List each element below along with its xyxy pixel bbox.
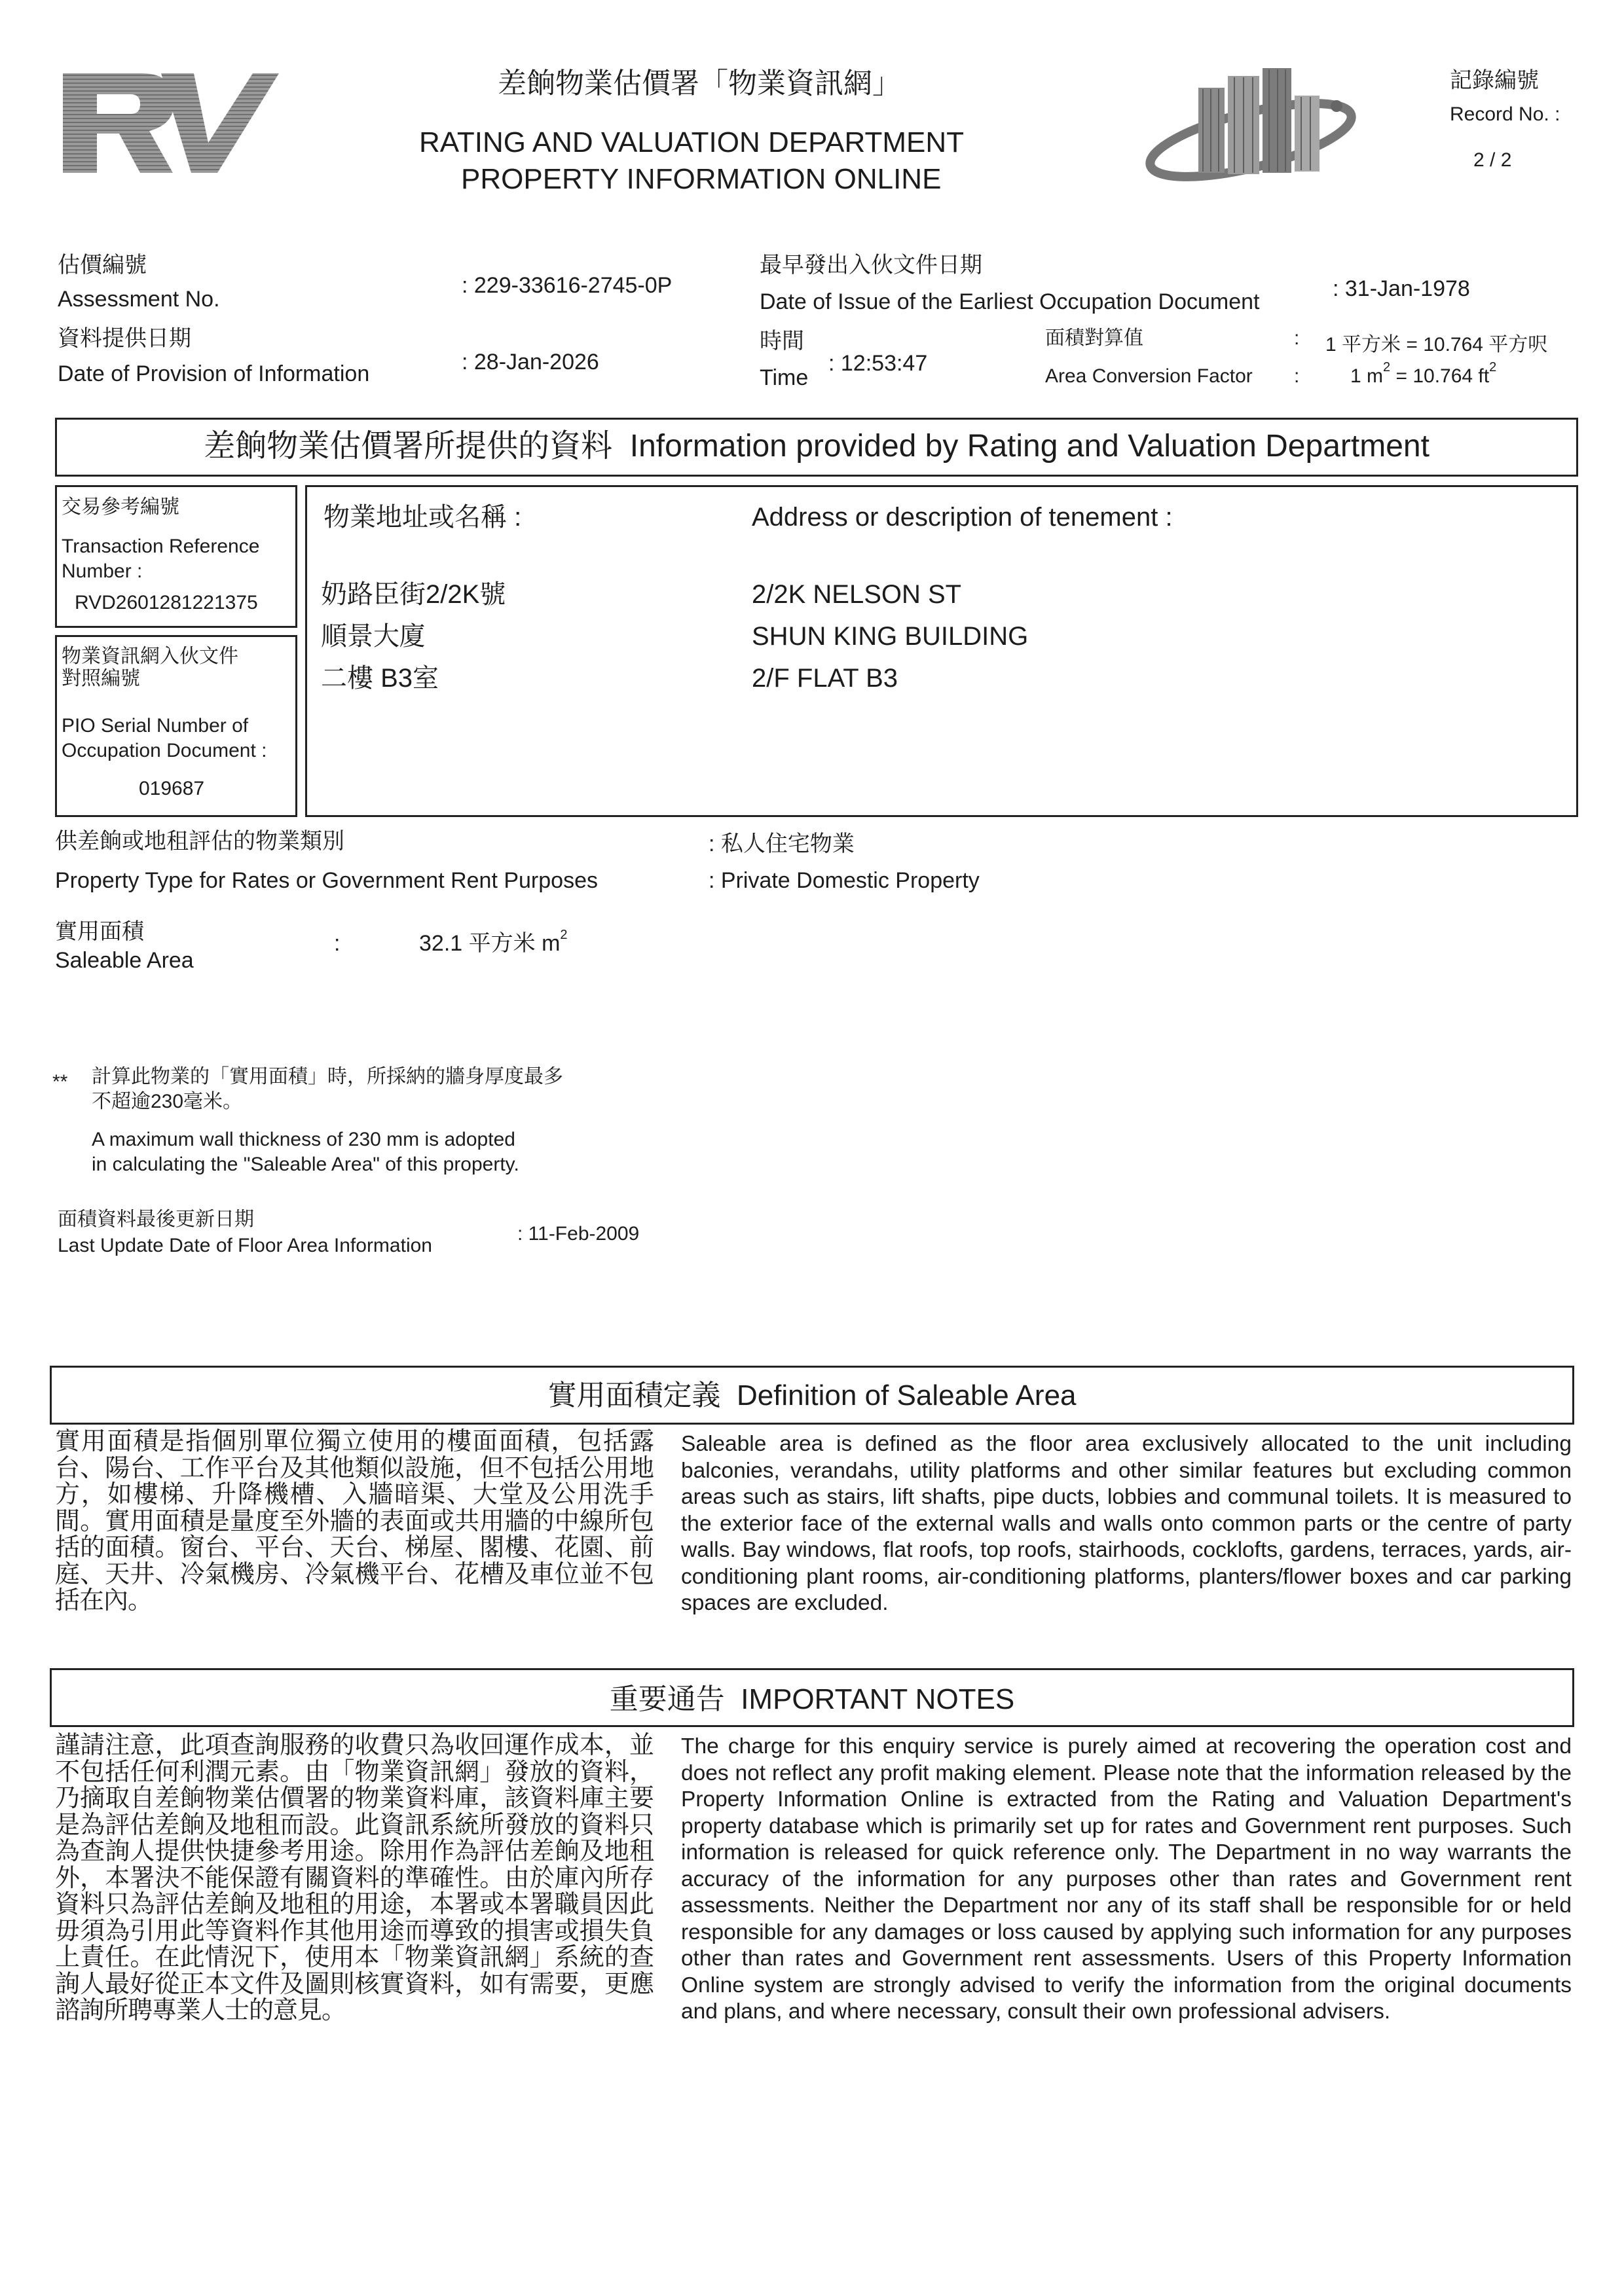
address-en-line3: 2/F FLAT B3	[752, 664, 898, 693]
time-value: : 12:53:47	[828, 351, 928, 376]
pio-value: 019687	[139, 778, 205, 799]
pio-building-logo	[1143, 63, 1359, 184]
record-label-zh: 記錄編號	[1450, 68, 1539, 93]
record-label-en: Record No. :	[1450, 103, 1560, 125]
conversion-colon-2: :	[1294, 365, 1300, 387]
rv-logo	[63, 71, 279, 175]
notes-body-en: The charge for this enquiry service is purely aimed at recovering the operation cost and does not reflect any profit making element. Please note that the information released by the Property Information Online is extracted from the Rating and Valuation Department's property database which is primarily set up for rates and Government rent purposes. Such information is released for quick reference only. The Department in no way warrants the accuracy of the information for any purposes other than rates and Government rent assessments. Neither the Department nor any of its staff shall be responsible for or held responsible for any damages or loss caused by applying such information for any purposes other than rates and Government rent assessments. Users of this Property Information Online system are strongly advised to verify the information from the original documents and plans, and where necessary, consult their own professional advisers.	[681, 1734, 1572, 2024]
address-en-line1: 2/2K NELSON ST	[752, 580, 962, 609]
conversion-line1: 1 平方米 = 10.764 平方呎	[1325, 334, 1548, 355]
title-en-line2: PROPERTY INFORMATION ONLINE	[461, 163, 942, 195]
info-header: 差餉物業估價署所提供的資料 Information provided by Rating and Valuation Department	[204, 429, 1430, 464]
notes-body-zh: 謹請注意，此項查詢服務的收費只為收回運作成本，並不包括任何利潤元素。由「物業資訊網」發放的資料，乃摘取自差餉物業估價署的物業資料庫，該資料庫主要是為評估差餉及地租而設。此資訊系統所發放的資料只為查詢人提供快捷參考用途。除用作為評估差餉及地租外，本署決不能保證有關資料的準確性。由於庫內所存資料只為評估差餉及地租的用途，本署或本署職員因此毋須為引用此等資料作其他用途而導致的損害或損失負上責任。在此情況下，使用本「物業資訊網」系統的查詢人最好從正本文件及圖則核實資料，如有需要，更應諮詢所聘專業人士的意見。	[55, 1732, 654, 2024]
notes-title: 重要通告 IMPORTANT NOTES	[609, 1683, 1015, 1715]
address-zh-line3: 二樓 B3室	[321, 664, 439, 693]
wall-note-marker: **	[52, 1071, 68, 1093]
definition-body-zh: 實用面積是指個別單位獨立使用的樓面面積，包括露台、陽台、工作平台及其他類似設施，但不包括公用地方，如樓梯、升降機槽、入牆暗渠、大堂及公用洗手間。實用面積是量度至外牆的表面或共用牆的中線所包括的面積。窗台、平台、天台、梯屋、閣樓、花園、前庭、天井、冷氣機房、冷氣機平台、花槽及車位並不包括在內。	[55, 1428, 654, 1614]
transaction-label-en-2: Number :	[62, 560, 143, 582]
saleable-colon: :	[334, 931, 341, 956]
assessment-value: : 229-33616-2745-0P	[462, 273, 673, 298]
address-zh-line2: 順景大廈	[321, 622, 426, 651]
property-type-value-zh: : 私人住宅物業	[709, 831, 855, 856]
transaction-label-zh: 交易參考編號	[62, 496, 179, 518]
conversion-label-en: Area Conversion Factor	[1045, 365, 1253, 387]
last-update-value: : 11-Feb-2009	[517, 1223, 640, 1245]
time-label-zh: 時間	[760, 329, 804, 354]
definition-body-en: Saleable area is defined as the floor area exclusively allocated to the unit including balconies, verandahs, utility platforms and other similar features but excluding common areas such as stairs, lift shafts, pipe ducts, lobbies and communal toilets. It is measured to the exterior face of the external walls and walls onto common parts or the centre of party walls. Bay windows, flat roofs, top roofs, stairhoods, cocklofts, gardens, terraces, yards, air-conditioning plant rooms, air-conditioning platforms, planters/flower boxes and car parking spaces are excluded.	[681, 1432, 1572, 1615]
address-label-zh: 物業地址或名稱 :	[323, 503, 522, 532]
title-zh: 差餉物業估價署「物業資訊網」	[498, 67, 901, 100]
conversion-label-zh: 面積對算值	[1045, 327, 1143, 349]
address-zh-line1: 奶路臣街2/2K號	[321, 580, 506, 609]
last-update-label-en: Last Update Date of Floor Area Information	[58, 1235, 432, 1256]
provision-label-zh: 資料提供日期	[58, 326, 191, 351]
occupation-label-zh: 最早發出入伙文件日期	[760, 253, 982, 278]
saleable-label-en: Saleable Area	[55, 948, 194, 973]
property-type-label-en: Property Type for Rates or Government Rent Purposes	[55, 868, 598, 893]
assessment-label-en: Assessment No.	[58, 287, 220, 312]
conversion-colon-1: :	[1294, 327, 1300, 349]
pio-label-en-1: PIO Serial Number of	[62, 715, 249, 737]
definition-title: 實用面積定義 Definition of Saleable Area	[547, 1379, 1077, 1412]
occupation-label-en: Date of Issue of the Earliest Occupation Document	[760, 289, 1260, 314]
title-en-line1: RATING AND VALUATION DEPARTMENT	[419, 126, 965, 158]
transaction-label-en-1: Transaction Reference	[62, 536, 260, 557]
record-value: 2 / 2	[1473, 149, 1512, 171]
pio-label-en-2: Occupation Document :	[62, 740, 267, 761]
pio-label-zh-1: 物業資訊網入伙文件	[62, 646, 238, 667]
property-type-value-en: : Private Domestic Property	[709, 868, 980, 893]
wall-note-zh-2: 不超逾230毫米。	[92, 1091, 243, 1112]
address-en-line2: SHUN KING BUILDING	[752, 622, 1029, 651]
time-label-en: Time	[760, 365, 809, 390]
saleable-label-zh: 實用面積	[55, 919, 144, 944]
provision-label-en: Date of Provision of Information	[58, 361, 370, 386]
wall-note-en-1: A maximum wall thickness of 230 mm is adopted	[92, 1129, 515, 1150]
provision-value: : 28-Jan-2026	[462, 350, 599, 374]
wall-note-zh-1: 計算此物業的「實用面積」時，所採納的牆身厚度最多	[92, 1066, 563, 1087]
occupation-value: : 31-Jan-1978	[1333, 276, 1470, 301]
saleable-value: 32.1 平方米 $m^2$	[419, 927, 568, 956]
property-type-label-zh: 供差餉或地租評估的物業類別	[55, 829, 344, 854]
pio-label-zh-2: 對照編號	[62, 668, 140, 689]
last-update-label-zh: 面積資料最後更新日期	[58, 1209, 254, 1230]
conversion-line2: 1 $m^2 = 10.764$ $ft^2$	[1350, 360, 1497, 387]
wall-note-en-2: in calculating the "Saleable Area" of this property.	[92, 1154, 519, 1175]
address-label-en: Address or description of tenement :	[752, 503, 1173, 532]
transaction-value: RVD2601281221375	[75, 592, 258, 613]
assessment-label-zh: 估價編號	[58, 253, 147, 278]
